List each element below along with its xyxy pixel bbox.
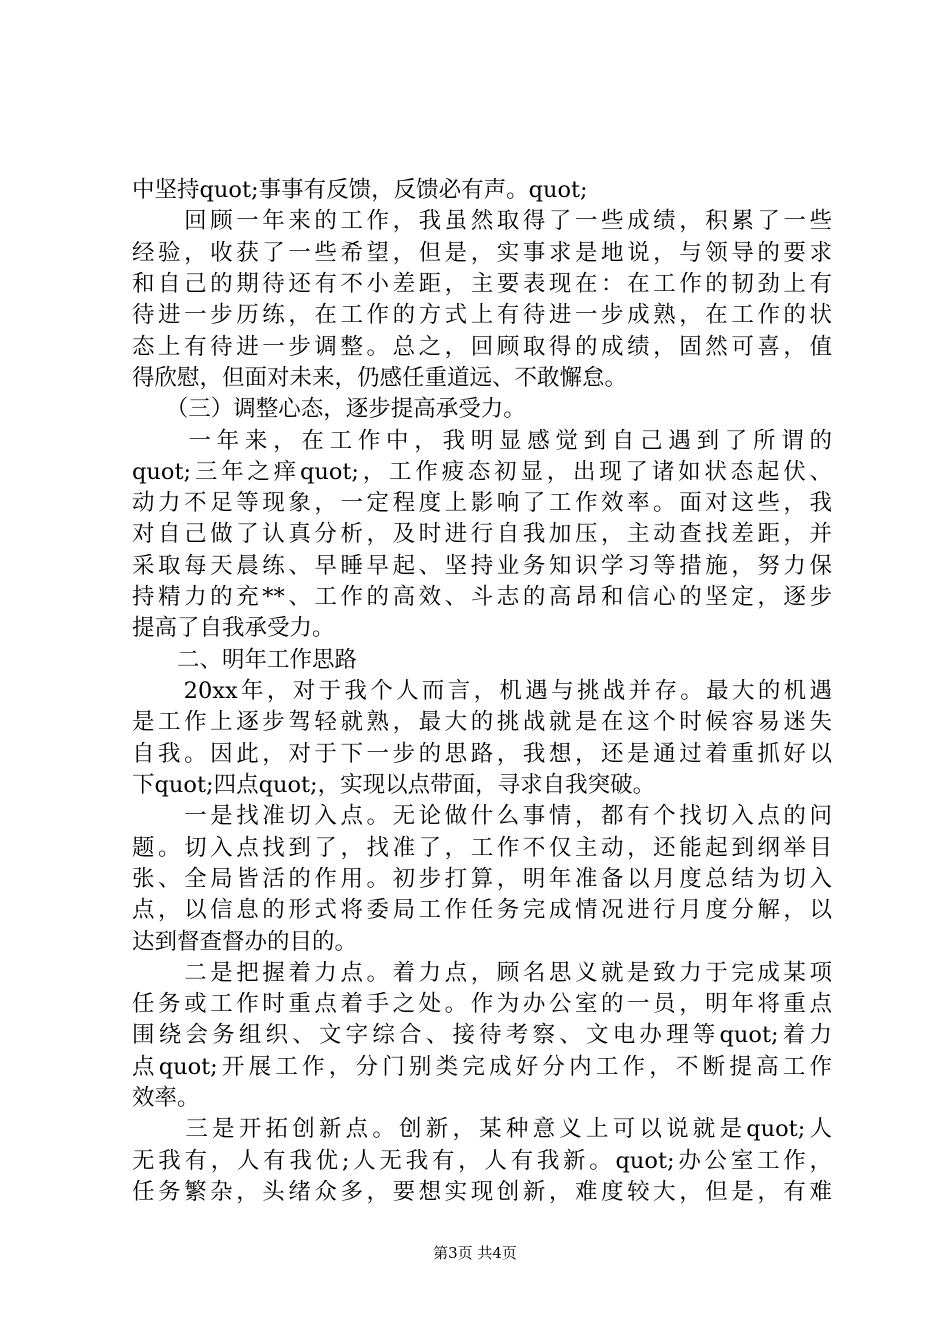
text-line: 采取每天晨练、早睡早起、坚持业务知识学习等措施，努力保 [132,552,832,579]
text-line: 自我。因此，对于下一步的思路，我想，还是通过着重抓好以 [132,740,832,767]
text-line: 和自己的期待还有不小差距，主要表现在：在工作的韧劲上有 [132,270,832,297]
text-line: 回顾一年来的工作，我虽然取得了一些成绩，积累了一些 [132,208,832,235]
text-line: 持精力的充**、工作的高效、斗志的高昂和信心的坚定，逐步 [132,584,832,611]
text-line: 经验，收获了一些希望，但是，实事求是地说，与领导的要求 [132,239,832,266]
text-line: 20xx年，对于我个人而言，机遇与挑战并存。最大的机遇 [132,678,832,704]
page-footer: 第3页 共4页 [433,1244,517,1262]
text-line: 达到督查督办的目的。 [132,928,358,955]
text-line: 任务或工作时重点着手之处。作为办公室的一员，明年将重点 [132,991,832,1018]
text-line: quot;三年之痒quot;，工作疲态初显，出现了诸如状态起伏、 [132,458,832,485]
text-line: 点，以信息的形式将委局工作任务完成情况进行月度分解，以 [132,897,832,924]
text-line: 张、全局皆活的作用。初步打算，明年准备以月度总结为切入 [132,865,832,892]
text-line: 三是开拓创新点。创新，某种意义上可以说就是quot;人 [132,1116,832,1143]
text-line: 下quot;四点quot;，实现以点带面，寻求自我突破。 [132,771,656,798]
text-line: 一是找准切入点。无论做什么事情，都有个找切入点的问 [132,803,832,830]
text-line: 题。切入点找到了，找准了，工作不仅主动，还能起到纲举目 [132,834,832,861]
text-line: 待进一步历练，在工作的方式上有待进一步成熟，在工作的状 [132,302,832,329]
section-heading: （三）调整心态，逐步提高承受力。 [132,396,526,423]
text-line: 无我有，人有我优;人无我有，人有我新。quot;办公室工作， [132,1147,832,1174]
text-line: 动力不足等现象，一定程度上影响了工作效率。面对这些，我 [132,490,832,517]
text-line: 一年来，在工作中，我明显感觉到自己遇到了所谓的 [132,427,832,454]
text-line: 中坚持quot;事事有反馈，反馈必有声。quot; [132,177,588,203]
text-line: 提高了自我承受力。 [132,615,335,642]
text-line: 点quot;开展工作，分门别类完成好分内工作，不断提高工作 [132,1053,832,1080]
text-line: 围绕会务组织、文字综合、接待考察、文电办理等quot;着力 [132,1022,832,1049]
text-line: 得欣慰，但面对未来，仍感任重道远、不敢懈怠。 [132,364,628,391]
text-line: 对自己做了认真分析，及时进行自我加压，主动查找差距，并 [132,521,832,548]
section-heading: 二、明年工作思路 [132,646,358,673]
text-line: 任务繁杂，头绪众多，要想实现创新，难度较大，但是，有难 [132,1179,832,1205]
text-line: 效率。 [132,1085,200,1112]
text-line: 态上有待进一步调整。总之，回顾取得的成绩，固然可喜，值 [132,333,832,360]
text-line: 二是把握着力点。着力点，顾名思义就是致力于完成某项 [132,959,832,986]
text-line: 是工作上逐步驾轻就熟，最大的挑战就是在这个时候容易迷失 [132,709,832,736]
